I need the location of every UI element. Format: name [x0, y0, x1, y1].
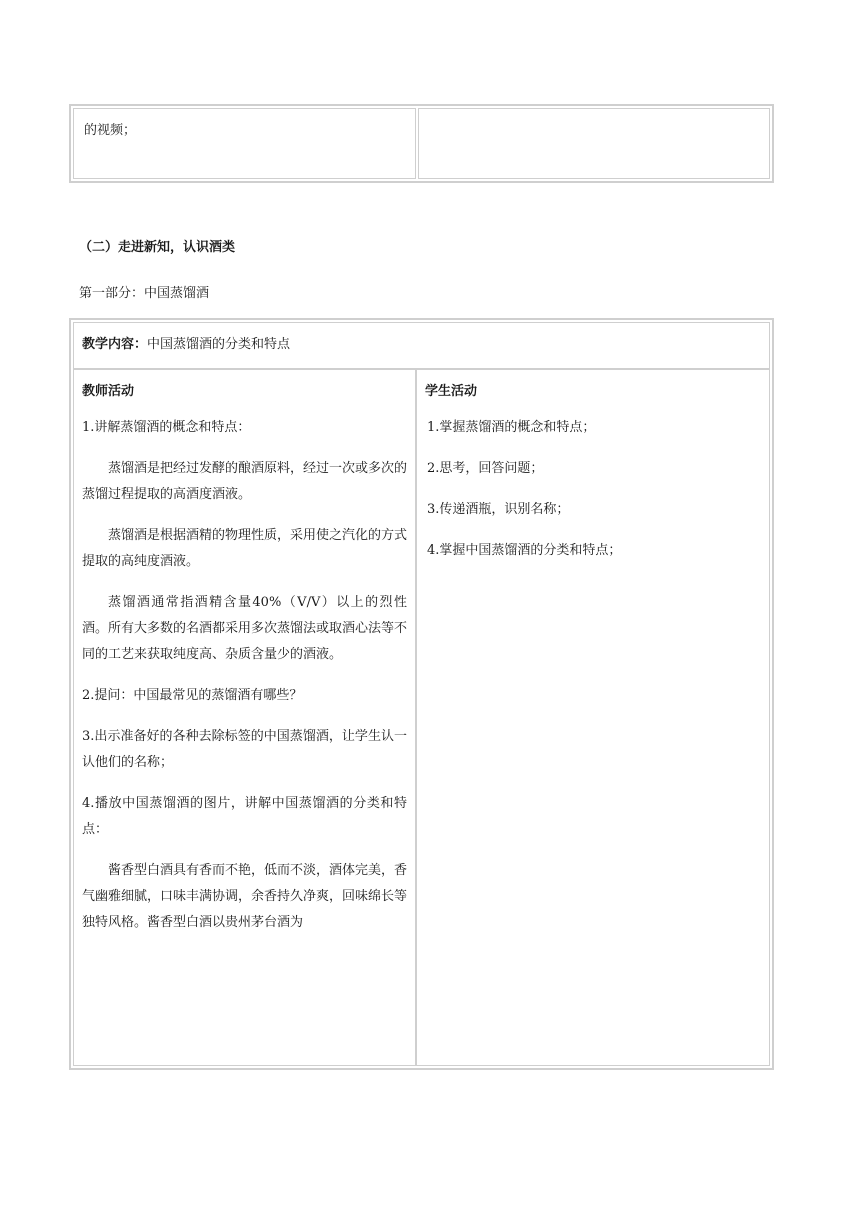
teacher-item: 4.播放中国蒸馏酒的图片，讲解中国蒸馏酒的分类和特点： — [82, 796, 407, 837]
student-activity-header: 学生活动 — [425, 384, 478, 399]
student-item: 4.掌握中国蒸馏酒的分类和特点； — [427, 543, 622, 558]
teacher-item: 3.出示准备好的各种去除标签的中国蒸馏酒，让学生认一认他们的名称； — [82, 729, 407, 770]
teaching-content-value: 中国蒸馏酒的分类和特点 — [147, 337, 291, 352]
student-activity-cell — [416, 369, 770, 1066]
student-item: 3.传递酒瓶，识别名称； — [427, 502, 570, 517]
teacher-item: 酱香型白酒具有香而不艳，低而不淡，酒体完美，香气幽雅细腻，口味丰满协调，余香持久净爽，回味绵长等独特风格。酱香型白酒以贵州茅台酒为 — [82, 863, 408, 930]
video-table — [69, 104, 774, 183]
video-table-left-text: 的视频； — [84, 123, 137, 138]
lesson-table — [69, 318, 774, 1070]
teacher-activity-list — [82, 415, 407, 951]
section-heading: （二）走进新知，认识酒类 — [79, 240, 236, 255]
part-title: 第一部分：中国蒸馏酒 — [79, 286, 210, 301]
teacher-item: 1.讲解蒸馏酒的概念和特点： — [82, 420, 251, 435]
teacher-item: 蒸馏酒通常指酒精含量40%（V/V）以上的烈性酒。所有大多数的名酒都采用多次蒸馏法或取酒心法等不同的工艺来获取纯度高、杂质含量少的酒液。 — [82, 595, 408, 662]
teaching-content-label: 教学内容： — [82, 337, 148, 352]
student-item: 2.思考，回答问题； — [427, 461, 544, 476]
student-activity-list — [427, 415, 757, 579]
teaching-content-row — [73, 322, 770, 369]
video-table-left-cell — [73, 108, 416, 179]
teacher-item: 蒸馏酒是根据酒精的物理性质，采用使之汽化的方式提取的高纯度酒液。 — [82, 528, 408, 569]
student-item: 1.掌握蒸馏酒的概念和特点； — [427, 420, 596, 435]
teacher-item: 2.提问：中国最常见的蒸馏酒有哪些？ — [82, 688, 303, 703]
teacher-activity-cell — [73, 369, 416, 1066]
teacher-item: 蒸馏酒是把经过发酵的酿酒原料，经过一次或多次的蒸馏过程提取的高酒度酒液。 — [82, 461, 408, 502]
video-table-right-cell — [418, 108, 770, 179]
teacher-activity-header: 教师活动 — [82, 384, 135, 399]
